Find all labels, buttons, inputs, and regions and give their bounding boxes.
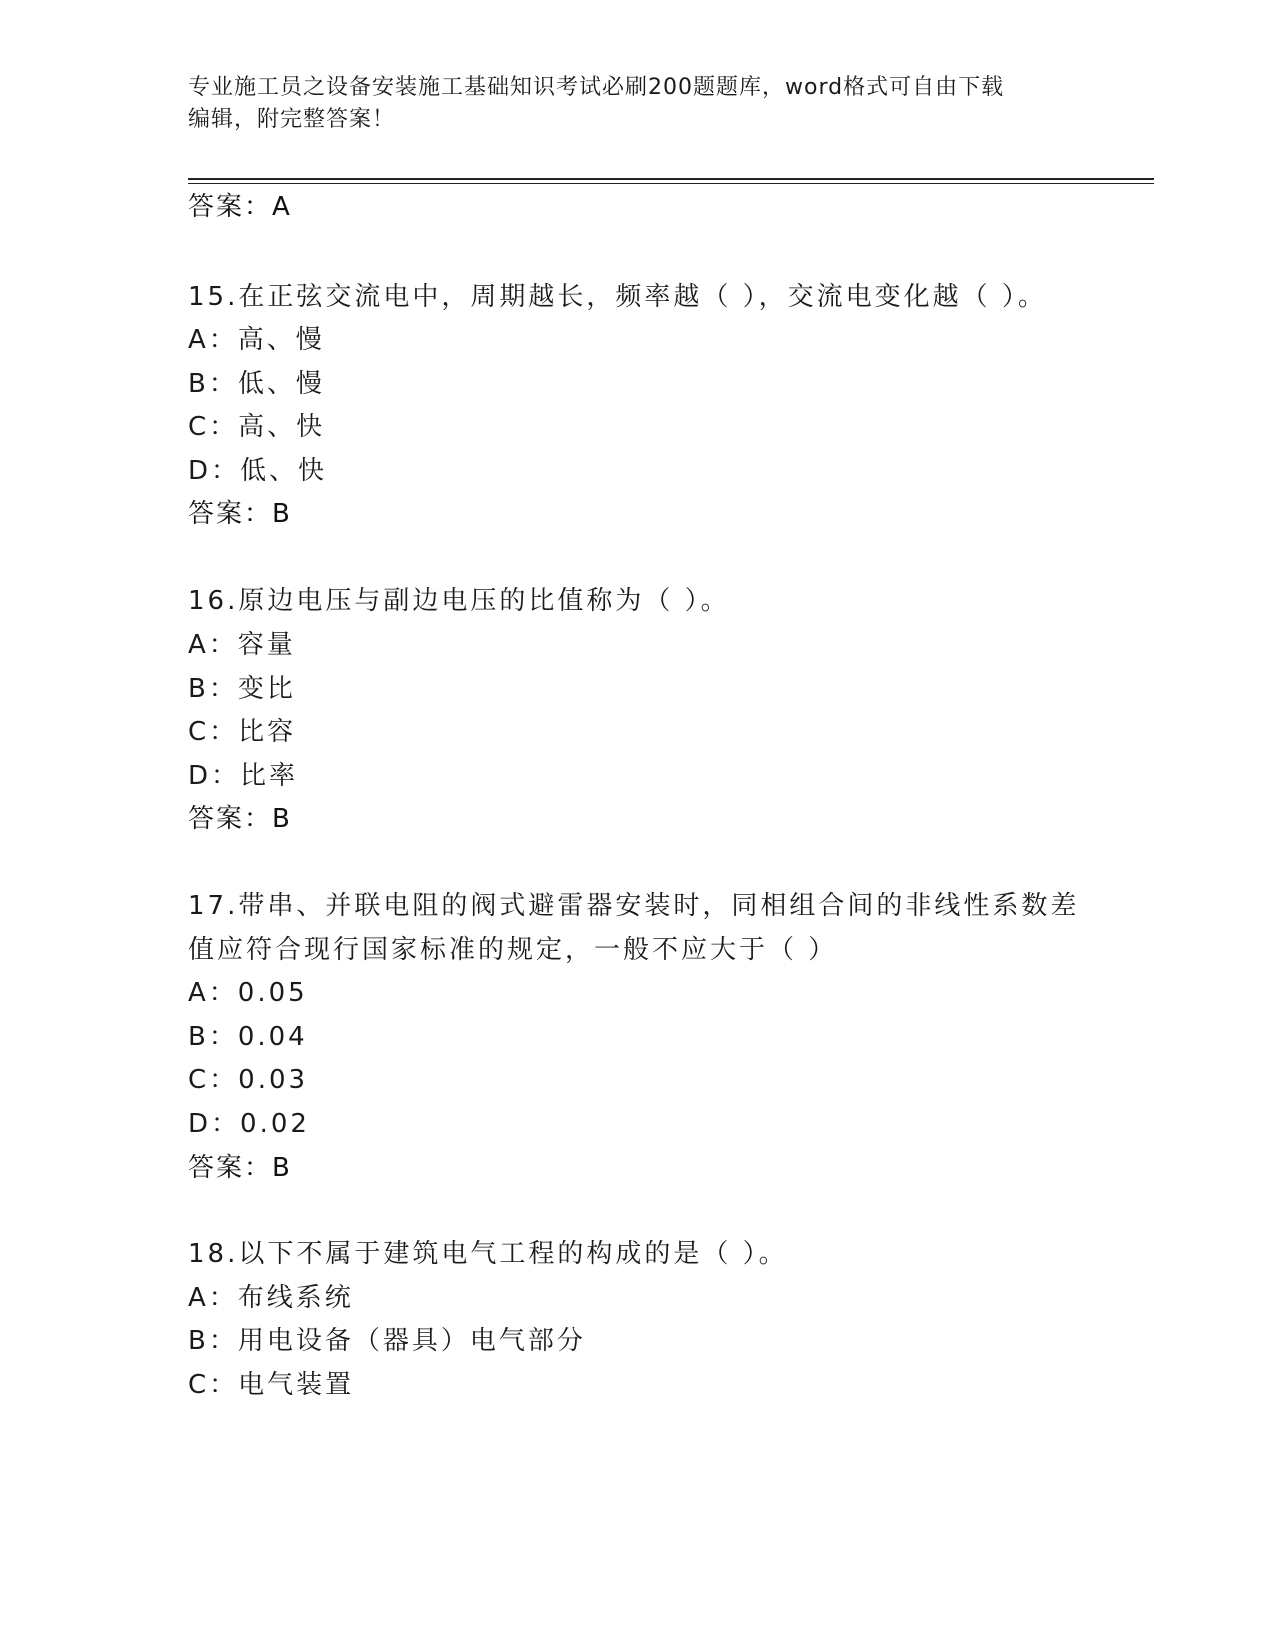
question-answer: 答案：B	[188, 1153, 292, 1183]
question-option: C：高、快	[188, 412, 326, 442]
question-answer: 答案：B	[188, 804, 292, 834]
question-option: A：高、慢	[188, 325, 325, 355]
question-stem: 值应符合现行国家标准的规定，一般不应大于（ ）	[188, 935, 838, 965]
document-header	[188, 72, 1088, 136]
question-option: A：布线系统	[188, 1283, 354, 1313]
question-option: D：比率	[188, 761, 299, 791]
question-stem: 17.带串、并联电阻的阀式避雷器安装时，同相组合间的非线性系数差	[188, 891, 1080, 921]
header-divider-thin	[188, 183, 1154, 184]
question-answer: 答案：B	[188, 499, 292, 529]
question-stem: 18.以下不属于建筑电气工程的构成的是（ ）。	[188, 1239, 788, 1269]
question-option: B：低、慢	[188, 369, 325, 399]
header-divider	[188, 178, 1154, 180]
question-option: C：电气装置	[188, 1370, 355, 1400]
header-line-1: 专业施工员之设备安装施工基础知识考试必刷200题题库，word格式可自由下载	[188, 75, 1005, 100]
question-option: A：容量	[188, 630, 296, 660]
question-option: D：低、快	[188, 456, 328, 486]
question-option: B：用电设备（器具）电气部分	[188, 1326, 586, 1356]
question-stem: 16.原边电压与副边电压的比值称为（ ）。	[188, 586, 730, 616]
question-stem: 15.在正弦交流电中，周期越长，频率越（ ），交流电变化越（ ）。	[188, 282, 1047, 312]
question-option: B：0.04	[188, 1022, 308, 1052]
header-line-2: 编辑，附完整答案！	[188, 107, 396, 132]
question-option: C：0.03	[188, 1065, 309, 1095]
question-option: A：0.05	[188, 978, 308, 1008]
answer-previous: 答案：A	[188, 192, 292, 222]
question-option: D：0.02	[188, 1109, 310, 1139]
question-option: C：比容	[188, 717, 297, 747]
question-option: B：变比	[188, 674, 296, 704]
